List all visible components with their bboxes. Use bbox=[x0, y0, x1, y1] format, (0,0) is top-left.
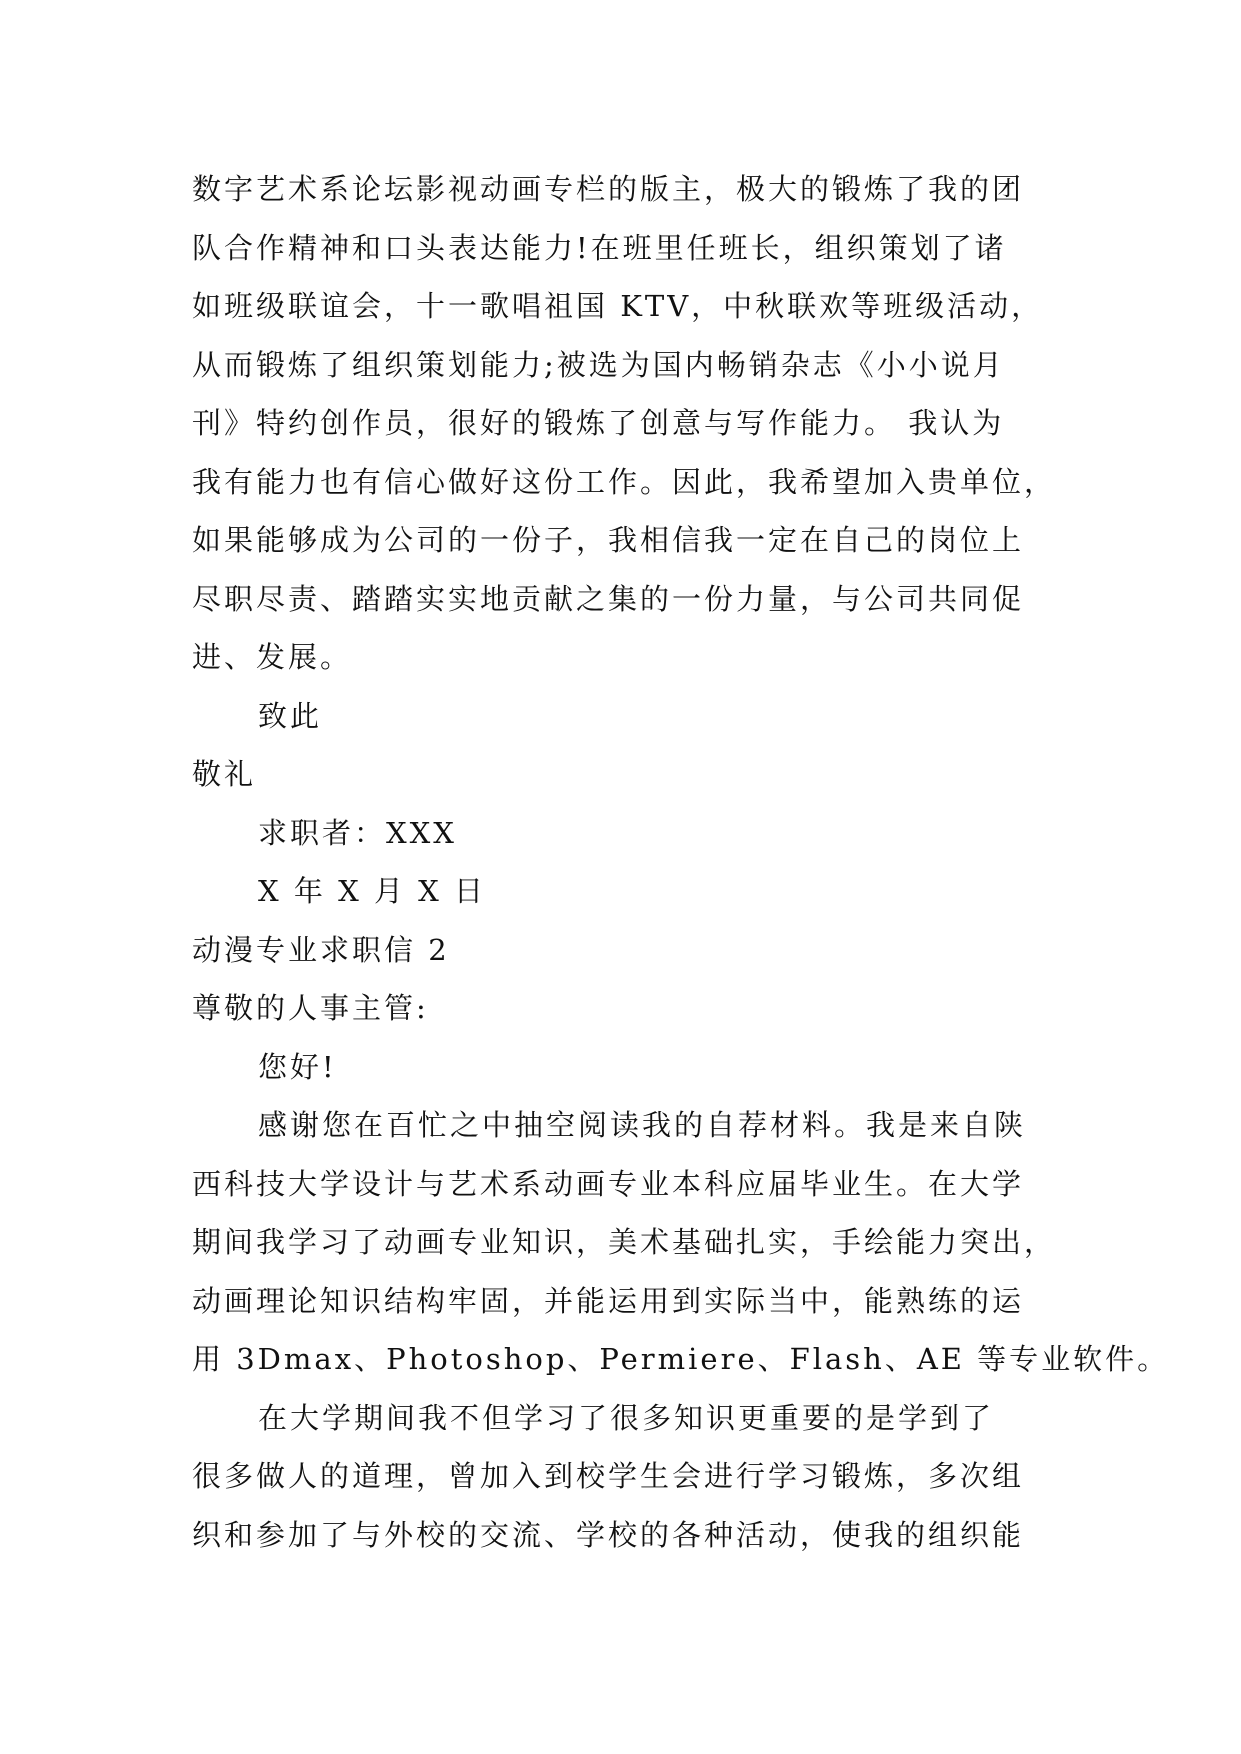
signature-applicant: 求职者：XXX bbox=[258, 815, 457, 850]
text-line: 很多做人的道理，曾加入到校学生会进行学习锻炼，多次组 bbox=[192, 1459, 1025, 1493]
salutation: 尊敬的人事主管: bbox=[192, 991, 429, 1025]
text-line: 用 3Dmax、Photoshop、Permiere、Flash、AE 等专业软件。 bbox=[192, 1342, 1170, 1376]
text-line: 从而锻炼了组织策划能力;被选为国内畅销杂志《小小说月 bbox=[192, 347, 1005, 382]
signature-date: X 年 X 月 X 日 bbox=[258, 874, 487, 908]
text-line: 如果能够成为公司的一份子，我相信我一定在自己的岗位上 bbox=[192, 523, 1025, 557]
text-line: 西科技大学设计与艺术系动画专业本科应届毕业生。在大学 bbox=[192, 1166, 1025, 1201]
text-line: 动画理论知识结构牢固，并能运用到实际当中，能熟练的运 bbox=[192, 1283, 1025, 1318]
text-line: 刊》特约创作员，很好的锻炼了创意与写作能力。 我认为 bbox=[192, 406, 1005, 440]
document-body bbox=[192, 160, 1170, 1564]
salutation-closing: 敬礼 bbox=[192, 757, 257, 791]
text-line: 尽职尽责、踏踏实实地贡献之集的一份力量，与公司共同促 bbox=[192, 581, 1025, 616]
section-title: 动漫专业求职信 2 bbox=[192, 932, 450, 967]
text-line: 进、发展。 bbox=[192, 640, 353, 674]
text-line: 在大学期间我不但学习了很多知识更重要的是学到了 bbox=[258, 1400, 995, 1435]
text-line: 我有能力也有信心做好这份工作。因此，我希望加入贵单位， bbox=[192, 464, 1057, 499]
text-line: 如班级联谊会，十一歌唱祖国 KTV，中秋联欢等班级活动， bbox=[192, 289, 1044, 323]
text-line: 队合作精神和口头表达能力!在班里任班长，组织策划了诸 bbox=[192, 230, 1007, 265]
text-line: 织和参加了与外校的交流、学校的各种活动，使我的组织能 bbox=[192, 1517, 1025, 1552]
greeting: 您好! bbox=[258, 1049, 337, 1084]
text-line: 期间我学习了动画专业知识，美术基础扎实，手绘能力突出， bbox=[192, 1225, 1057, 1259]
closing-phrase: 致此 bbox=[258, 698, 323, 733]
text-line: 数字艺术系论坛影视动画专栏的版主，极大的锻炼了我的团 bbox=[192, 172, 1025, 206]
text-line: 感谢您在百忙之中抽空阅读我的自荐材料。我是来自陕 bbox=[258, 1108, 1027, 1142]
